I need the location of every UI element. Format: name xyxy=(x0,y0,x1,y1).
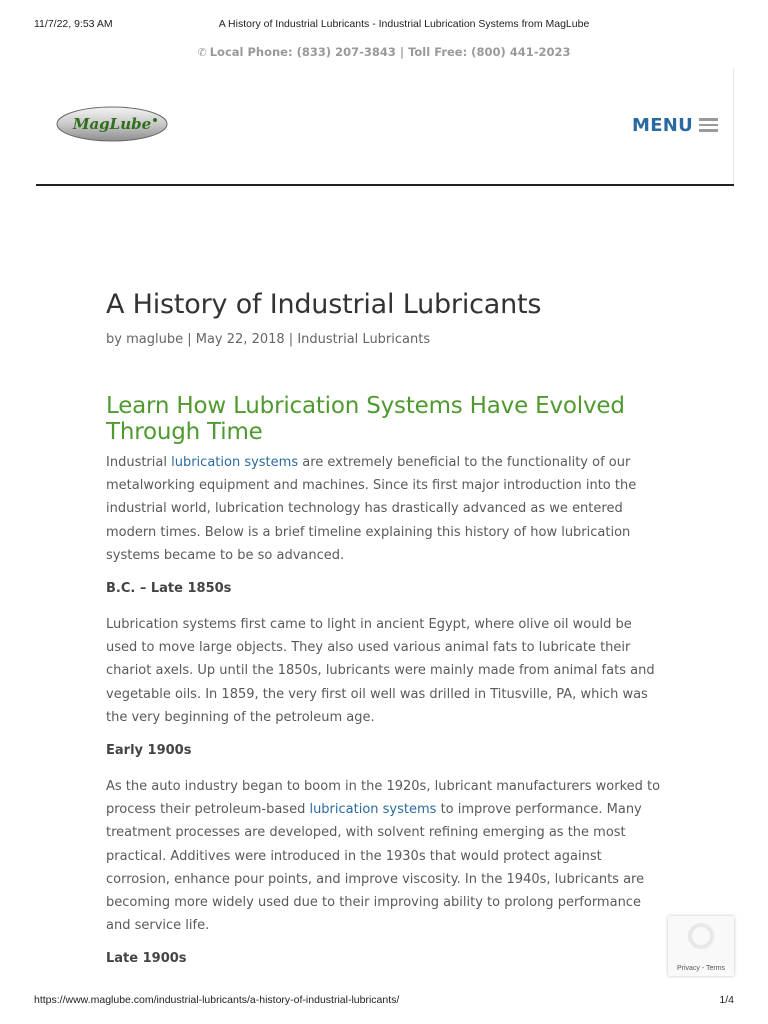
phone-icon: ✆ xyxy=(197,46,207,59)
paragraph-text-start: As the auto industry began to boom in the 1920s, lubricant manufacturers worked to process their petroleum-based xyxy=(106,779,661,818)
print-footer xyxy=(34,994,734,1008)
author-link[interactable]: maglube xyxy=(126,332,184,347)
print-page-number: 1/4 xyxy=(719,994,734,1006)
lubrication-systems-link[interactable]: lubrication systems xyxy=(171,455,299,470)
lubrication-systems-link[interactable]: lubrication systems xyxy=(309,802,437,818)
hamburger-icon xyxy=(699,115,718,135)
logo-text: MagLube xyxy=(72,115,152,133)
section-heading: Learn How Lubrication Systems Have Evolved Through Time xyxy=(106,393,625,445)
print-date: 11/7/22, 9:53 AM xyxy=(34,18,113,30)
timeline-paragraph xyxy=(106,775,662,937)
header-edge-divider xyxy=(733,68,734,188)
paragraph-text-end: to improve performance. Many treatment processes are developed, with solvent refining emerging as the most practical. Additives were introduced in the 1930s that would protect against corrosion, enhance pour points, and improve viscosity. In the 1940s, lubricants are becoming more widely used due to their improving ability to prolong performance and service life. xyxy=(106,802,645,934)
post-date: May 22, 2018 xyxy=(195,332,285,347)
timeline-label: Early 1900s xyxy=(106,743,192,759)
maglube-logo[interactable] xyxy=(56,106,168,142)
recaptcha-badge[interactable] xyxy=(668,916,734,976)
meta-by: by xyxy=(106,332,122,347)
intro-paragraph xyxy=(106,451,662,567)
logo-badge xyxy=(56,106,168,142)
menu-button[interactable] xyxy=(632,114,718,136)
meta-separator: | xyxy=(187,332,192,347)
recaptcha-icon xyxy=(668,916,734,956)
timeline-paragraph: Lubrication systems first came to light in ancient Egypt, where olive oil would be used to move large objects. They also used various animal fats to lubricate their chariot axels. Up until the 1850s, lubricants were mainly made from animal fats and vegetable oils. In 1859, the very first oil well was drilled in Titusville, PA, which was the very beginning of the petroleum age. xyxy=(106,617,655,725)
intro-text-end: are extremely beneficial to the functionality of our metalworking equipment and machines. Since its first major introduction into the industrial world, lubrication technology has drastically advanced as we entered modern times. Below is a brief timeline explaining this history of how lubrication systems became to be so advanced. xyxy=(106,455,637,563)
timeline-label: B.C. – Late 1850s xyxy=(106,581,232,597)
recaptcha-links[interactable]: Privacy - Terms xyxy=(676,965,726,972)
header-divider xyxy=(36,184,734,186)
page-title: A History of Industrial Lubricants xyxy=(106,289,542,320)
print-document-title: A History of Industrial Lubricants - Industrial Lubrication Systems from MagLube xyxy=(218,18,590,30)
phone-bar xyxy=(0,45,768,59)
meta-separator: | xyxy=(288,332,294,347)
print-url: https://www.maglube.com/industrial-lubricants/a-history-of-industrial-lubricants/ xyxy=(34,994,400,1006)
post-meta xyxy=(106,331,662,349)
article xyxy=(106,288,662,969)
intro-text-start: Industrial xyxy=(106,455,172,470)
print-header xyxy=(34,18,734,32)
menu-label: MENU xyxy=(632,114,694,136)
category-link[interactable]: Industrial Lubricants xyxy=(297,332,431,347)
phone-text[interactable]: Local Phone: (833) 207-3843 | Toll Free: (800) 441-2023 xyxy=(209,45,571,59)
timeline-label: Late 1900s xyxy=(106,951,187,967)
